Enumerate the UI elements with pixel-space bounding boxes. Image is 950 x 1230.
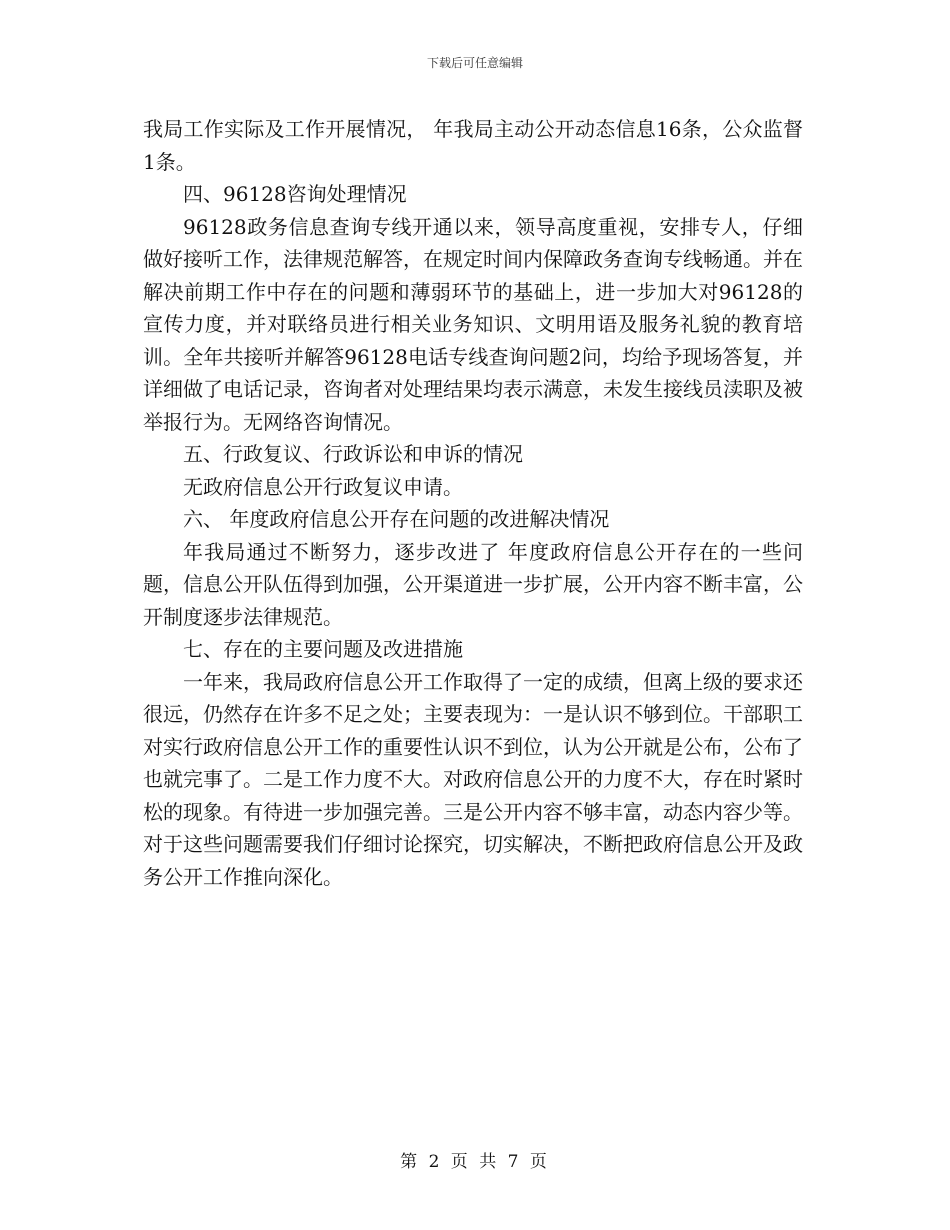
page-header: 下载后可任意编辑: [426, 56, 523, 70]
paragraph: 我局工作实际及工作开展情况， 年我局主动公开动态信息16条，公众监督1条。: [143, 117, 803, 174]
page-number-footer: 第 2 页 共 7 页: [400, 1152, 550, 1172]
section-heading: 四、96128咨询处理情况: [183, 182, 407, 206]
paragraph: 96128政务信息查询专线开通以来，领导高度重视，安排专人，仔细做好接听工作，法律规范解答，在规定时间内保障政务查询专线畅通。并在解决前期工作中存在的问题和薄弱环节的基础上，进一步加大对96128的宣传力度，并对联络员进行相关业务知识、文明用语及服务礼貌的教育培训。全年共接听并解答96128电话专线查询问题2问，均给予现场答复，并详细做了电话记录，咨询者对处理结果均表示满意，未发生接线员渎职及被举报行为。无网络咨询情况。: [143, 214, 803, 434]
paragraph: 无政府信息公开行政复议申请。: [183, 474, 463, 499]
paragraph: 年我局通过不断努力，逐步改进了 年度政府信息公开存在的一些问题，信息公开队伍得到加强，公开渠道进一步扩展，公开内容不断丰富，公开制度逐步法律规范。: [143, 539, 803, 629]
document-body: [143, 113, 803, 893]
section-heading: 五、行政复议、行政诉讼和申诉的情况: [183, 442, 523, 466]
paragraph: 一年来，我局政府信息公开工作取得了一定的成绩，但离上级的要求还很远，仍然存在许多不足之处；主要表现为：一是认识不够到位。干部职工对实行政府信息公开工作的重要性认识不到位，认为公开就是公布，公布了也就完事了。二是工作力度不大。对政府信息公开的力度不大，存在时紧时松的现象。有待进一步加强完善。三是公开内容不够丰富，动态内容少等。对于这些问题需要我们仔细讨论探究，切实解决，不断把政府信息公开及政务公开工作推向深化。: [143, 669, 803, 889]
section-heading: 六、 年度政府信息公开存在问题的改进解决情况: [183, 507, 610, 531]
section-heading: 七、存在的主要问题及改进措施: [183, 637, 463, 661]
